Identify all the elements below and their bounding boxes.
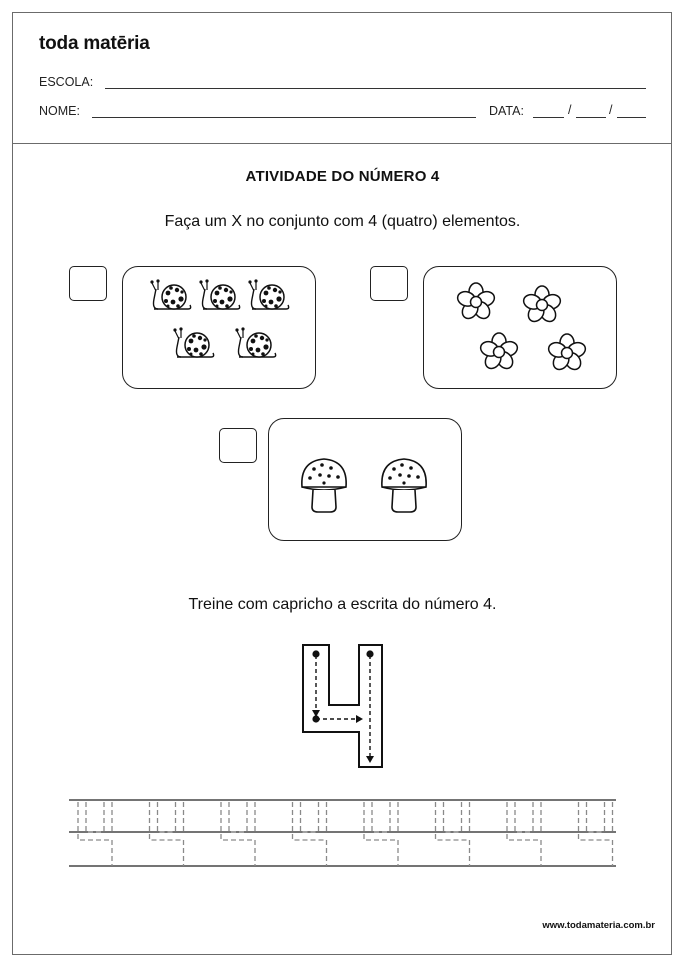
mushroom-icon bbox=[382, 459, 426, 512]
snail-icon bbox=[150, 279, 190, 309]
practice-digit-outline bbox=[293, 802, 327, 866]
date-separator: / bbox=[568, 103, 572, 117]
practice-digit-outline bbox=[579, 802, 613, 866]
digit-4-tracing-model bbox=[303, 645, 382, 767]
website-footer: www.todamateria.com.br bbox=[542, 920, 655, 931]
practice-digit-outline bbox=[221, 802, 255, 866]
practice-digits bbox=[78, 802, 613, 866]
mushroom-icon bbox=[302, 459, 346, 512]
activity-title: ATIVIDADE DO NÚMERO 4 bbox=[245, 168, 440, 185]
brand-logo: toda matēria bbox=[39, 33, 150, 54]
activity-instruction: Faça um X no conjunto com 4 (quatro) elementos. bbox=[164, 213, 521, 230]
school-label: ESCOLA: bbox=[39, 75, 94, 89]
practice-lines bbox=[69, 800, 616, 866]
date-separator: / bbox=[609, 103, 613, 117]
practice-digit-outline bbox=[150, 802, 184, 866]
snail-icon bbox=[248, 279, 288, 309]
flower-icon bbox=[456, 283, 496, 321]
practice-digit-outline bbox=[78, 802, 112, 866]
snail-icon bbox=[235, 327, 275, 357]
snail-icon bbox=[199, 279, 239, 309]
practice-digit-outline bbox=[364, 802, 398, 866]
flower-icon bbox=[522, 286, 562, 324]
flower-icon bbox=[547, 334, 587, 372]
practice-digit-outline bbox=[507, 802, 541, 866]
date-label: DATA: bbox=[489, 104, 524, 118]
name-label: NOME: bbox=[39, 104, 80, 118]
writing-instruction: Treine com capricho a escrita do número 4. bbox=[188, 596, 497, 613]
snail-icon bbox=[173, 327, 213, 357]
practice-digit-outline bbox=[436, 802, 470, 866]
flower-icon bbox=[479, 333, 519, 371]
